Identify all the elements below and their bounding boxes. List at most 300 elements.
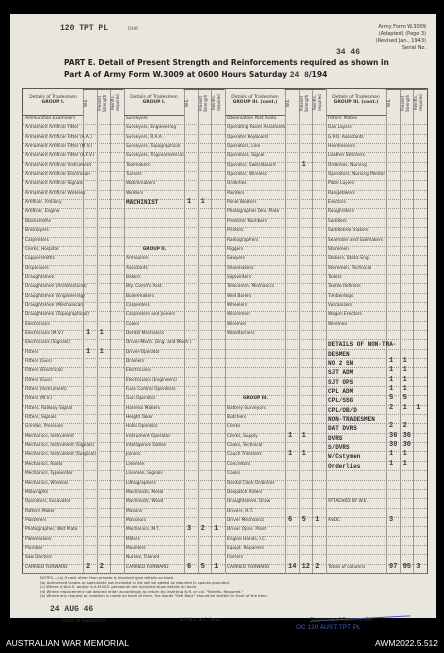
driver-mech-present: 5 — [301, 515, 306, 524]
table-row-label: Moulders — [126, 545, 146, 551]
carried-forward-3-reinf: 2 — [315, 562, 320, 571]
table-row-label: Clerks — [227, 424, 241, 430]
unit-stamp: OC 120 AUST TPT PL — [296, 624, 361, 631]
non-tradesmen-value: 36 — [402, 431, 411, 440]
table-row-label: Surveyors, Engineering — [126, 125, 177, 131]
row-rule — [225, 367, 326, 368]
table-row-label: Electricians — [126, 368, 151, 374]
column-header-details — [23, 89, 83, 116]
row-rule — [225, 358, 326, 359]
date-label: Date of Despatch — [62, 618, 106, 624]
form-no-line: Army Form W.3009 — [378, 24, 426, 30]
row-rule — [326, 489, 427, 490]
non-tradesmen-value: 2 — [402, 422, 407, 431]
table-row-label: Draughtsmen (Topographical) — [25, 312, 89, 318]
footnotes — [40, 576, 420, 599]
carried-forward-2-reinf: 1 — [214, 562, 219, 571]
carried-forward-1-we: 2 — [86, 562, 91, 571]
unit-label: Unit — [128, 26, 139, 32]
table-row-label: GROUP II. — [142, 246, 167, 252]
driver-mech-we: 6 — [288, 515, 293, 524]
table-row-label: Operators, Line — [227, 144, 261, 150]
row-rule — [326, 470, 427, 471]
table-row-label: Drivers, H.T. — [227, 508, 254, 514]
column-header-reinf: Reinfts. required — [312, 89, 326, 116]
non-tradesmen-value: 30 — [389, 441, 398, 450]
dispatch-date: 24 AUG 46 — [50, 605, 94, 614]
row-rule — [326, 536, 427, 537]
table-row-label: Engine Hands, I.C. — [227, 536, 267, 542]
form-no-line: (Adapted) (Page 3) — [378, 31, 426, 37]
non-tradesmen-value: 1 — [389, 385, 394, 394]
table-row-label: Fitters' Mates — [328, 116, 357, 121]
table-row-label: Photographer Dev. Plate — [227, 209, 280, 215]
table-row-label: Wheelers — [227, 302, 248, 308]
non-tradesmen-value: 1 — [389, 357, 394, 366]
table-row-label: ATTACHED BY W.E. — [328, 499, 368, 505]
table-row-label: Pattern Maker — [25, 508, 55, 514]
row-rule — [326, 480, 427, 481]
table-row-label: Mechanics, Radio — [25, 461, 63, 467]
table-row-label: Operator Keyboard — [227, 134, 268, 140]
form-no-line: (Revised Jan., 1943) — [375, 38, 426, 44]
non-tradesmen-value: 36 — [389, 431, 398, 440]
non-tradesmen-value: 30 — [402, 441, 411, 450]
non-tradesmen-value: 1 — [402, 403, 407, 412]
table-row-label: Electricians (Engineers) — [126, 377, 177, 383]
table-row-label: Fuse Control Operators — [126, 387, 176, 393]
table-row-label: Hollo Operator — [126, 424, 158, 430]
header-details-label: Details of Tradesmen — [130, 95, 178, 100]
signature-label: Signature of Commander — [310, 617, 373, 623]
non-tradesmen-value: 1 — [402, 385, 407, 394]
table-row-label: Mechanics, Instrument — [25, 433, 74, 439]
table-row-label: Fitters (Electrical) — [25, 368, 63, 374]
row-rule — [124, 237, 225, 238]
table-row-label: Draughtsmen (Architectural) — [25, 284, 87, 290]
table-row-label: Totals of columns — [328, 564, 366, 570]
table-row-label: Turners — [126, 172, 142, 178]
table-row-label: Operators, Excavator — [25, 499, 71, 505]
table-row-label: Operating Room Assistants — [227, 125, 286, 131]
table-row-label: Coppersmiths — [25, 256, 55, 262]
watermark-bar — [0, 633, 444, 653]
table-row-label: Fitters, Railway Signal — [25, 405, 73, 411]
table-row-label: Wagon Erectors — [328, 312, 362, 318]
table-row-label: G.P.O. Assistants — [328, 134, 364, 140]
row-rule — [23, 573, 124, 574]
table-row-label: NO 2 SN — [328, 360, 354, 368]
row-rule — [326, 545, 427, 546]
footnote: NOTES.—(a) If rank other than private is involved give details on back. — [40, 575, 175, 580]
table-row-label: Height Taker — [126, 415, 153, 421]
table-row-label: Operators, Nursing Mental — [328, 172, 385, 178]
header-group-label: GROUP I. — [41, 100, 65, 105]
column-header-details — [124, 89, 184, 116]
table-row-label: MACHINIST — [126, 199, 159, 207]
table-row-label: Plate Layers — [328, 181, 355, 187]
non-tradesmen-value: 5 — [402, 394, 407, 403]
title-date: 24 8 — [289, 71, 309, 80]
table-row-label: NON-TRADESMEN — [328, 416, 375, 424]
table-row-label: ASOC — [328, 517, 341, 523]
table-row-label: Painters — [227, 190, 245, 196]
carried-forward-2-we: 6 — [187, 562, 192, 571]
table-row-label: Bricklayers — [25, 228, 49, 234]
printer-credit: N.S.W. L. of C. Press — [180, 617, 220, 622]
table-row-label: Mechanics, Instrument (Signals) — [25, 443, 95, 449]
column-header-reinf: Reinfts. required — [413, 89, 427, 116]
table-row-label: Photographer, Wet Plate — [25, 527, 78, 533]
table-row-label: Driver Opns. Plant — [227, 527, 267, 533]
table-row-label: Predictor Numbers — [227, 218, 268, 224]
table-row-label: Fitters (Gun) — [25, 359, 52, 365]
column-header-details — [326, 89, 386, 116]
table-row-label: Timberdogs — [328, 293, 354, 299]
table-row-label: Plumber — [25, 545, 43, 551]
table-row-label: Joiners — [126, 452, 141, 458]
table-row-label: Carpenters and Joiners — [126, 312, 176, 318]
header-details-label: Details of Tradesmen — [231, 95, 279, 100]
column-header-present: Present Strength — [299, 89, 313, 116]
column-header-details — [225, 89, 285, 116]
table-row-label: Machinists, Wood — [126, 499, 164, 505]
table-row-label: Gas Layers — [328, 125, 352, 131]
table-row-label: Shoemakers — [227, 265, 254, 271]
table-row-label: Armament Artificer Electrician — [25, 172, 90, 178]
table-row-label: Masseurs — [126, 517, 147, 523]
row-rule — [124, 227, 225, 228]
table-row-label: Erectors — [328, 200, 346, 206]
table-row-label: Tailors — [328, 274, 342, 280]
footnote: (b) Authorised trades or specialists not included in list will be added as required in spaces provided. — [40, 579, 230, 585]
title-year: /194 — [308, 70, 328, 79]
table-row-label: Observation Post Assts. — [227, 116, 278, 121]
table-row-label: Orderlies — [227, 181, 247, 187]
table-row-label: Concretors — [227, 461, 251, 467]
table-row-label: CARRIED FORWARD — [126, 564, 169, 570]
table-row-label: Winchmen — [227, 312, 250, 318]
unit-name — [60, 24, 138, 33]
table-row-label: Wiremen — [227, 321, 247, 327]
table-row-label: Armament Artificer Instrument — [25, 162, 92, 168]
title-text: Part A of Army Form W.3009 at 0600 Hours Saturday — [64, 70, 288, 79]
table-row-label: CPL/OB/D — [328, 406, 357, 414]
clerks-supply-we: 1 — [288, 431, 293, 440]
table-row-label: Boilermakers — [126, 293, 155, 299]
non-tradesmen-value: 1 — [402, 366, 407, 375]
table-row-label: Masons — [126, 508, 143, 514]
header-group-label: GROUP III. (cont.) — [232, 100, 278, 105]
column-header-present: Present Strength — [198, 89, 212, 116]
table-row-label: Ammunition Examiners — [25, 116, 76, 121]
table-row-label: Cooks — [227, 471, 240, 477]
non-tradesmen-value: 1 — [389, 459, 394, 468]
non-tradesmen-value: 1 — [402, 459, 407, 468]
table-row-label: Lithographers — [126, 480, 156, 486]
table-row-label: Riggers — [227, 246, 244, 252]
table-row-label: Battery Surveyors — [227, 405, 266, 411]
table-row-label: Farriers — [227, 555, 244, 561]
table-row-label: Radiographers — [227, 237, 259, 243]
table-row-label: Seamster and Sailmakers — [328, 237, 383, 243]
table-row-label: Armament Artificer Fitter (A.F.V.) — [25, 153, 95, 159]
table-row-label: Driver Mechanics — [227, 517, 265, 523]
table-row-label: Linemen, Signals — [126, 471, 163, 477]
totals-value: 3 — [416, 562, 421, 571]
table-row-label: Driver-Mech. (Eng. and Mech.) — [126, 340, 192, 346]
table-row-label: CPL/SSG — [328, 397, 354, 405]
carried-forward-1-present: 2 — [99, 562, 104, 571]
table-row-label: Mechanics, Wireless — [25, 480, 69, 486]
table-row-label: Electricians (M.V.) — [25, 330, 64, 336]
table-row-label: Despatch Riders — [227, 489, 263, 495]
header-group-label: GROUP III. (cont.) — [333, 100, 379, 105]
table-row-label: Hairdressers — [328, 144, 355, 150]
table-row-label: DVRS — [328, 434, 343, 442]
table-row-label: Assistants — [126, 265, 148, 271]
form-sheet — [10, 14, 436, 631]
table-row-label: Fitters (M.V.) — [25, 396, 52, 402]
form-title-line1: PART E. Detail of Present Strength and Reinforcements required as shown in — [64, 58, 389, 67]
carried-forward-3-present: 12 — [301, 562, 310, 571]
table-row-label: Plasterers — [25, 517, 47, 523]
table-row-label: Dental Clerk Orderlies — [227, 480, 275, 486]
row-rule — [124, 218, 225, 219]
table-row-label: Grinder, Precision — [25, 424, 64, 430]
header-details-label: Details of Tradesmen — [332, 95, 380, 100]
table-row-label: Couch Trimmers — [227, 452, 262, 458]
totals-value: 95 — [402, 562, 411, 571]
column-header-we: W.E. — [386, 89, 400, 116]
non-tradesmen-value: 1 — [389, 450, 394, 459]
non-tradesmen-value: 2 — [389, 403, 394, 412]
table-row-label: Draughtsmen, Draw — [227, 499, 271, 505]
row-rule — [326, 526, 427, 527]
table-row-label: Signwriters — [227, 274, 252, 280]
table-row-label: Armament Artificer Fitter (M.V.) — [25, 144, 93, 150]
table-row-label: Leather Stitchers — [328, 153, 365, 159]
table-row-label: SJT ADM — [328, 369, 354, 377]
table-row-label: Surveyors, Topographical — [126, 144, 181, 150]
table-row-label: Watchmakers — [126, 181, 156, 187]
form-no-line: Serial No. — [401, 45, 426, 51]
footnote: (e) Where any request or notation is made on back of form, the words "See Back" should be written in front of the item — [40, 593, 267, 599]
table-row-label: Clerks, Supply — [227, 433, 258, 439]
table-row-label: Operator, Wireless — [227, 172, 267, 178]
table-row-label: Machinists, Metal — [126, 489, 164, 495]
cooks-we: 1 — [288, 450, 293, 459]
table-row-label: Storemen, Technical — [328, 265, 372, 271]
table-row-label: Wiremen — [328, 321, 348, 327]
row-rule — [326, 508, 427, 509]
table-row-label: Well Borers — [227, 293, 252, 299]
watermark-right: AWM2022.5.512 — [375, 638, 438, 648]
column-header-present: Present Strength — [97, 89, 111, 116]
non-tradesmen-value: 1 — [416, 403, 421, 412]
footnote: (d) Where replacement not desired enter accordingly as return by inserting N.R. or col. "Reinfts. Required." — [40, 588, 244, 594]
table-row-label: Millers — [126, 536, 140, 542]
clerks-supply-present: 1 — [301, 431, 306, 440]
header-details-label: Details of Tradesmen — [29, 95, 77, 100]
table-row-label: Mechanics, M.T. — [126, 527, 160, 533]
table-row-label: CARRIED FORWARD — [227, 564, 270, 570]
table-row-label: Armament Artificer Fitter (A.A.) — [25, 134, 92, 140]
table-row-label: S/DVRS — [328, 444, 350, 452]
table-row-label: Dispensers — [25, 265, 49, 271]
table-row-label: Carpenters — [25, 237, 49, 243]
machinist-we: 1 — [187, 198, 192, 207]
driver-mech-reinf: 1 — [315, 515, 320, 524]
table-row-label: Draughtsmen (Engineering) — [25, 293, 85, 299]
operator-switchboard-present: 1 — [301, 160, 306, 169]
table-row-label: Operators, Signal — [227, 153, 265, 159]
table-row-label: Vulcanizers — [328, 302, 353, 308]
table-row-label: Carpenters — [126, 302, 150, 308]
non-tradesmen-value: 1 — [402, 450, 407, 459]
table-row-label: Fitters (Gun) — [25, 377, 52, 383]
table-row-label: Saw Doctors — [25, 555, 52, 561]
asoc-we: 3 — [389, 515, 394, 524]
table-row-label: Bty. Comd's Asst. — [126, 284, 164, 290]
row-rule — [124, 208, 225, 209]
table-row-label: CPL ADM — [328, 388, 354, 396]
row-rule — [225, 377, 326, 378]
table-row-label: Woodturners — [227, 330, 255, 336]
table-row-label: Welders — [126, 190, 144, 196]
column-header-we: W.E. — [83, 89, 97, 116]
table-row-label: Cooks, Technical — [227, 443, 263, 449]
table-row-label: Telecomm. Mechanics — [227, 284, 275, 290]
row-rule — [124, 573, 225, 574]
table-row-label: Armament Artificer Fitter — [25, 125, 79, 131]
table-row-label: Fitters, Signals — [25, 415, 57, 421]
table-row-label: Butchers — [227, 415, 247, 421]
row-rule — [225, 349, 326, 350]
non-tradesmen-value: 1 — [402, 357, 407, 366]
table-row-label: Mechanics, Typewriter — [25, 471, 73, 477]
table-row-label: Harness Makers — [126, 405, 161, 411]
electricians-mv-we: 1 — [86, 328, 91, 337]
table-row-label: Saddlers — [328, 218, 347, 224]
non-tradesmen-value: 1 — [389, 375, 394, 384]
table-row-label: Equipt. Repairers — [227, 545, 264, 551]
table-row-label: Surveyors, R.A.A. — [126, 134, 163, 140]
table-row-label: Operator, Switchboard — [227, 162, 276, 168]
unit-value: 120 TPT PL — [60, 24, 109, 33]
table-row-label: Toolmakers — [126, 162, 151, 168]
row-rule — [326, 573, 427, 574]
table-row-label: Armament Artificer Wireless — [25, 190, 86, 196]
table-row-label: Clerks, Hospital — [25, 246, 59, 252]
table-row-label: W/Cstymen — [328, 453, 361, 461]
non-tradesmen-value: 5 — [389, 394, 394, 403]
table-row-label: Artificer, Artillery — [25, 200, 62, 206]
fitters-we: 1 — [86, 347, 91, 356]
table-row-label: Intelligence Duties — [126, 443, 167, 449]
table-row-label: Platemakers — [25, 536, 52, 542]
table-row-label: DESMEN — [328, 350, 350, 358]
row-rule — [225, 339, 326, 340]
column-header-reinf: Reinfts. required — [211, 89, 225, 116]
fitters-present: 1 — [99, 347, 104, 356]
table-row-label: Gun Operator — [126, 396, 156, 402]
table-row-label: Dental Mechanics — [126, 330, 165, 336]
table-row-label: Artificer, Engine — [25, 209, 60, 215]
table-row-label: Orderlies — [328, 462, 361, 470]
table-row-label: Panel Beaters — [227, 200, 257, 206]
table-row-label: Draughtsmen — [25, 274, 55, 280]
table-row-label: Storemen — [328, 246, 349, 252]
table-row-label: Surveyors, Trigonometrical — [126, 153, 184, 159]
table-row-label: Millwrights — [25, 489, 49, 495]
footnote: (c) Where A.W.A.S. and/or A.A.M.W.S. personnel are involved show details on back. — [40, 584, 198, 590]
table-row-label: DETAILS OF NON-TRA- — [328, 341, 397, 349]
table-row-label: Printers — [227, 228, 244, 234]
header-group-label: GROUP I. — [142, 100, 166, 105]
electricians-mv-present: 1 — [99, 328, 104, 337]
table-row-label: Orderlies, Nursing — [328, 162, 367, 168]
table-row-label: Surveyors — [126, 116, 148, 121]
table-row-label: Electricians — [25, 321, 50, 327]
column-header-we: W.E. — [285, 89, 299, 116]
table-row-label: Saddletree makers — [328, 228, 369, 234]
table-row-label: Textile Refiners — [328, 284, 361, 290]
table-row-label: Sawyers — [227, 256, 246, 262]
table-row-label: GROUP III. — [242, 396, 269, 402]
cooks-present: 1 — [301, 450, 306, 459]
table-row-label: Fitters — [25, 349, 39, 355]
table-row-label: Roughriders — [328, 209, 354, 215]
mech-mt-we: 3 — [187, 525, 192, 534]
strength-table — [22, 88, 428, 574]
mech-mt-reinf: 1 — [214, 525, 219, 534]
table-row-label: Draughtsmen (Mechanical) — [25, 302, 84, 308]
table-row-label: Rangetakers — [328, 190, 355, 196]
table-row-label: Blacksmiths — [25, 218, 51, 224]
table-row-label: Mechanics, Instrument (Surgical) — [25, 452, 96, 458]
table-row-label: Armament Artificer Signals — [25, 181, 83, 187]
column-header-we: W.E. — [184, 89, 198, 116]
mech-mt-present: 2 — [200, 525, 205, 534]
machinist-present: 1 — [200, 198, 205, 207]
column-header-reinf: Reinfts. required — [110, 89, 124, 116]
table-row-label: Driver-Operator — [126, 349, 160, 355]
row-rule — [225, 573, 326, 574]
table-row-label: Bakers — [126, 274, 141, 280]
table-row-label: DAT DVRS — [328, 425, 357, 433]
row-rule — [326, 330, 427, 331]
carried-forward-2-present: 5 — [200, 562, 205, 571]
row-rule — [326, 554, 427, 555]
non-tradesmen-value: 1 — [389, 366, 394, 375]
table-row-label: Cooks — [126, 321, 139, 327]
watermark-left: AUSTRALIAN WAR MEMORIAL — [6, 638, 129, 648]
totals-value: 97 — [389, 562, 398, 571]
table-row-label: Fitters (Instrument) — [25, 387, 67, 393]
table-row-label: Armourers — [126, 256, 149, 262]
table-row-label: CARRIED FORWARD — [25, 564, 68, 570]
column-header-present: Present Strength — [400, 89, 414, 116]
table-row-label: Stokers, Static Eng. — [328, 256, 370, 262]
table-row-label: Electricians (Signals) — [25, 340, 70, 346]
form-number — [376, 24, 426, 52]
serial-number: 34 46 — [336, 48, 361, 57]
form-title-line2 — [64, 70, 327, 80]
row-rule — [225, 386, 326, 387]
table-row-label: Linemen — [126, 461, 145, 467]
carried-forward-3-we: 14 — [288, 562, 297, 571]
